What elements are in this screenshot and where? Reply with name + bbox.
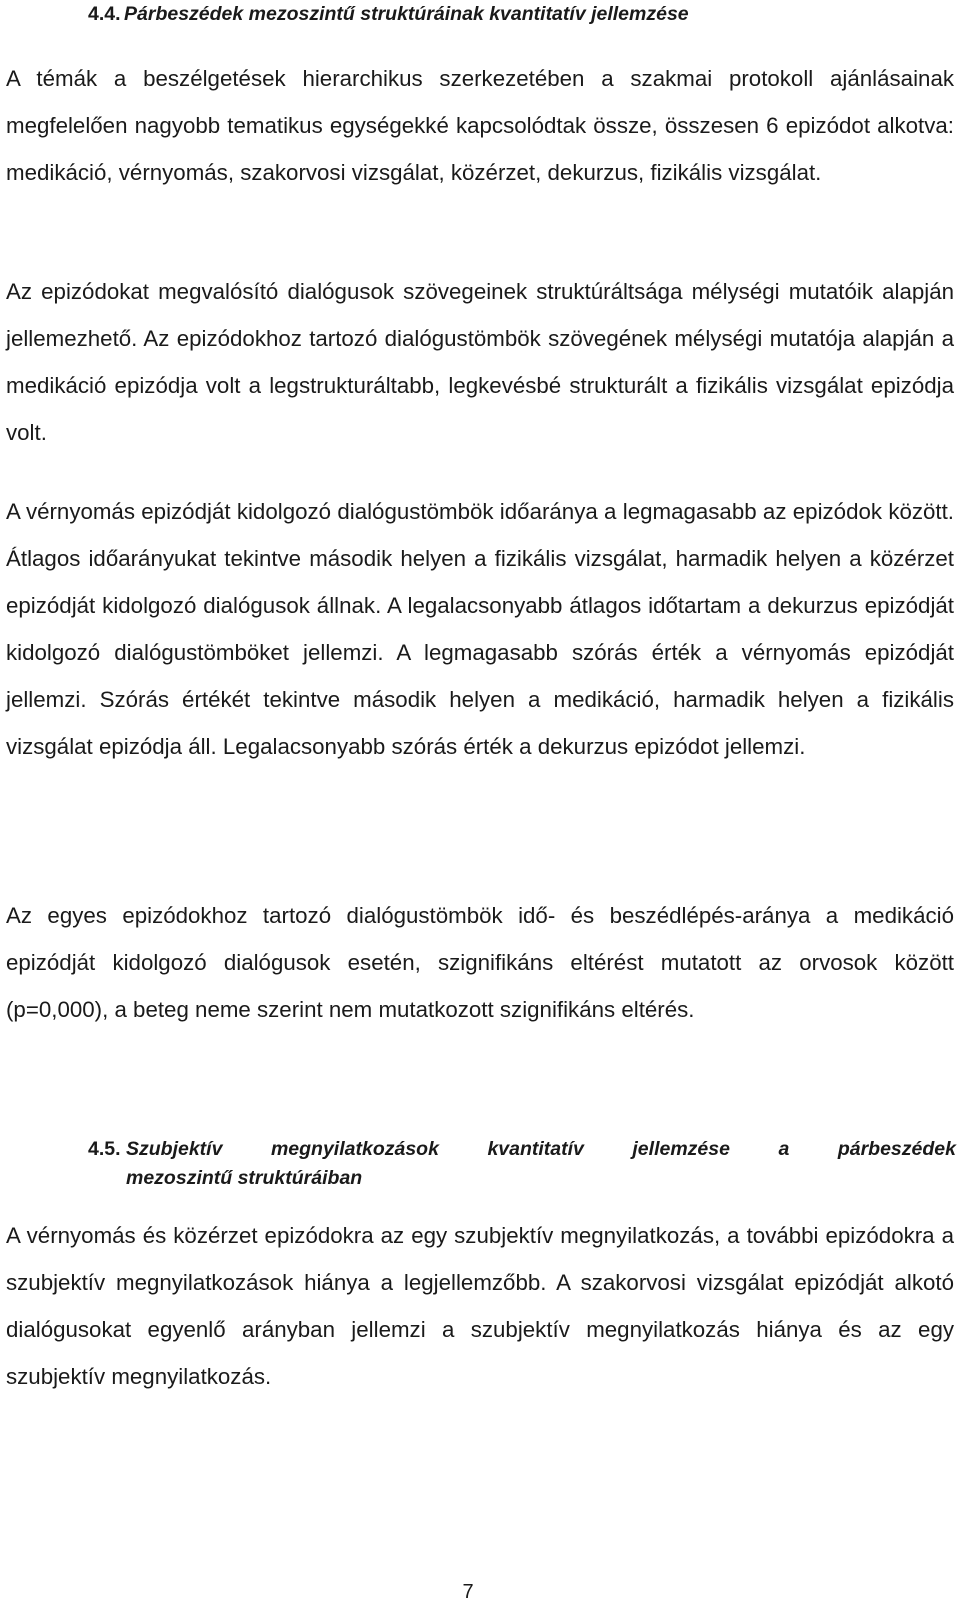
paragraph-episodes: A témák a beszélgetések hierarchikus szerkezetében a szakmai protokoll ajánlásainak megfelelően nagyobb tematikus egységekké kapcsolódtak össze, összesen 6 epizódot alkotva: medikáció, vérnyomás, szakorvosi vizsgálat, közérzet, dekurzus, fizikális vizsgálat. (6, 66, 954, 185)
paragraph-time-ratio: A vérnyomás epizódját kidolgozó dialógustömbök időaránya a legmagasabb az epizódok között. Átlagos időarányukat tekintve második helyen a fizikális vizsgálat, harmadik helyen a közérzet epizódját kidolgozó dialógusok állnak. A legalacsonyabb átlagos időtartam a dekurzus epizódját kidolgozó dialógustömböket jellemzi. A legmagasabb szórás érték a vérnyomás epizódját jellemzi. Szórás értékét tekintve második helyen a medikáció, harmadik helyen a fizikális vizsgálat epizódja áll. Legalacsonyabb szórás érték a dekurzus epizódot jellemzi. (6, 499, 954, 759)
section-title-word: a (778, 1138, 790, 1160)
section-title: Párbeszédek mezoszintű struktúráinak kvantitatív jellemzése (124, 3, 689, 25)
section-title-word: Szubjektív (126, 1138, 223, 1160)
section-title-line-2: mezoszintű struktúráiban (126, 1167, 363, 1189)
section-title-word: párbeszédek (837, 1138, 956, 1160)
section-heading-4-4 (88, 0, 948, 29)
section-number: 4.5. (88, 1138, 121, 1160)
section-number: 4.4. (88, 3, 121, 25)
page-number: 7 (462, 1581, 474, 1603)
paragraph-structure-depth: Az epizódokat megvalósító dialógusok szövegeinek struktúráltsága mélységi mutatóik alapján jellemezhető. Az epizódokhoz tartozó dialógustömbök szövegének mélységi mutatója alapján a medikáció epizódja volt a legstrukturáltabb, legkevésbé strukturált a fizikális vizsgálat epizódja volt. (6, 279, 954, 445)
section-title-word: jellemzése (632, 1138, 730, 1160)
section-heading-4-5 (88, 1135, 956, 1193)
section-title-word: kvantitatív (487, 1138, 584, 1160)
paragraph-subjective: A vérnyomás és közérzet epizódokra az egy szubjektív megnyilatkozás, a további epizódokra a szubjektív megnyilatkozások hiánya a legjellemzőbb. A szakorvosi vizsgálat epizódját alkotó dialógusokat egyenlő arányban jellemzi a szubjektív megnyilatkozás hiánya és az egy szubjektív megnyilatkozás. (6, 1223, 954, 1389)
section-title-word: megnyilatkozások (270, 1138, 439, 1160)
paragraph-significance: Az egyes epizódokhoz tartozó dialógustömbök idő- és beszédlépés-aránya a medikáció epizódját kidolgozó dialógusok esetén, szignifikáns eltérést mutatott az orvosok között (p=0,000), a beteg neme szerint nem mutatkozott szignifikáns eltérés. (6, 903, 954, 1022)
section-title-line-1 (88, 1135, 956, 1164)
